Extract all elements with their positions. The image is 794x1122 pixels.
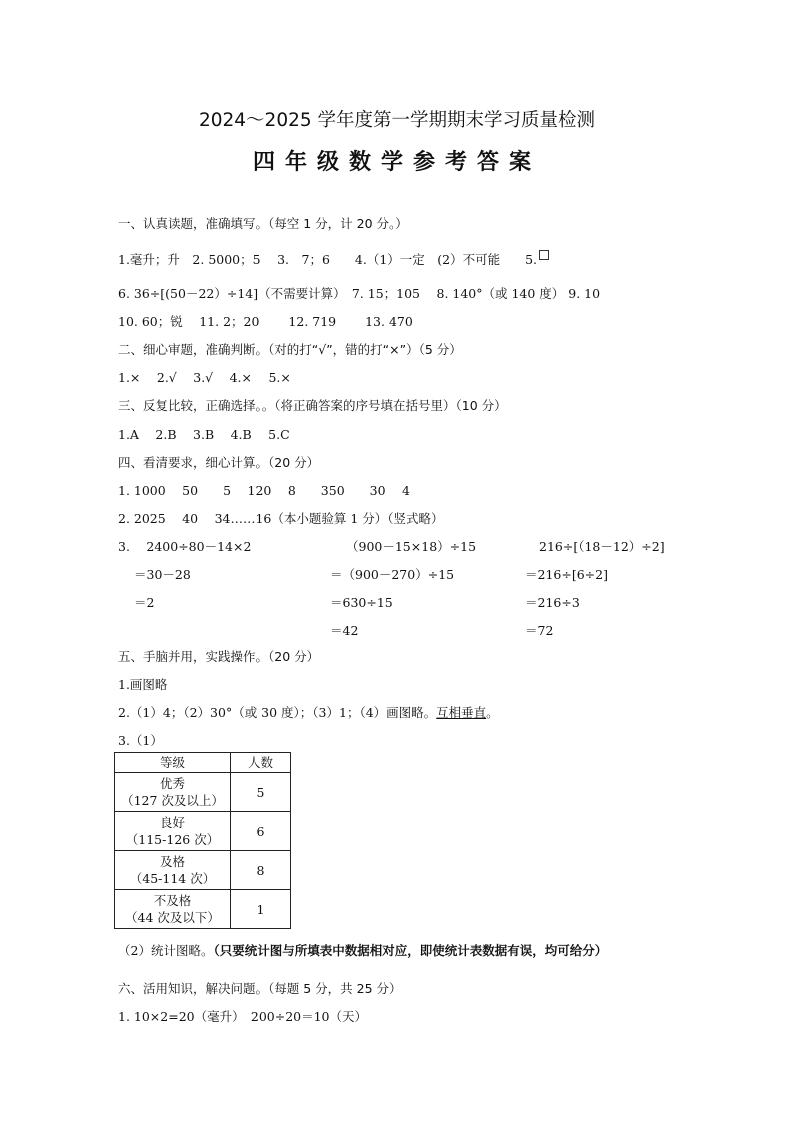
document-subtitle: 四年级数学参考答案 [252, 149, 541, 175]
table-cell-count: 1 [231, 890, 291, 929]
section-5-line-2 [118, 703, 499, 721]
table-cell-count: 6 [231, 812, 291, 851]
table-cell-count: 8 [231, 851, 291, 890]
table-row [115, 812, 291, 851]
section-2-answers: 1.× 2.√ 3.√ 4.× 5.× [118, 370, 291, 385]
section-6-line-1: 1. 10×2=20（毫升） 200÷20＝10（天） [118, 1009, 368, 1024]
table-row [115, 851, 291, 890]
section-2-header: 二、细心审题，准确判断。（对的打“√”，错的打“×”）（5 分） [118, 342, 462, 357]
section-3-header: 三、反复比较，正确选择。。（将正确答案的序号填在括号里）（10 分） [118, 398, 507, 413]
table-header-row [115, 753, 291, 773]
grade-name: 优秀 [159, 776, 185, 791]
section-5-note-bold: （只要统计图与所填表中数据相对应，即使统计表数据有误，均可给分） [213, 943, 608, 958]
calc-3-line-3: ＝216÷3 [525, 595, 580, 610]
section-1-line-2: 6. 36÷[(50－22）÷14]（不需要计算） 7. 15；105 8. 140°（或 140 度） 9. 10 [118, 286, 601, 301]
grade-range: （45-114 次） [129, 871, 216, 886]
table-cell-grade [115, 890, 231, 929]
section-5-line-3: 3.（1） [118, 733, 163, 748]
table-cell-grade [115, 851, 231, 890]
table-cell-grade [115, 812, 231, 851]
grade-name: 及格 [159, 854, 185, 869]
grade-name: 良好 [159, 815, 185, 830]
section-5-line-2-text: 2.（1）4；（2）30°（或 30 度）；（3）1；（4）画图略。 [118, 705, 437, 720]
calc-3-line-4: ＝72 [525, 623, 554, 638]
section-5-line-1: 1.画图略 [118, 677, 168, 692]
calc-1-line-3: ＝2 [134, 595, 155, 610]
section-5-note [118, 941, 607, 959]
table-row [115, 890, 291, 929]
section-1-header: 一、认真读题，准确填写。（每空 1 分，计 20 分。） [118, 216, 408, 231]
section-3-answers: 1.A 2.B 3.B 4.B 5.C [118, 427, 290, 442]
perpendicular-answer: 互相垂直 [436, 705, 487, 720]
grade-range: （44 次及以下） [125, 910, 220, 925]
calc-2-line-3: ＝630÷15 [330, 595, 393, 610]
calc-3-line-1: 216÷[（18－12）÷2] [539, 539, 665, 554]
section-5-line-2-end: 。 [486, 705, 499, 720]
calc-2-line-2: ＝（900－270）÷15 [330, 567, 455, 582]
section-4-line-2: 2. 2025 40 34……16（本小题验算 1 分）（竖式略） [118, 511, 444, 526]
calc-2-line-4: ＝42 [330, 623, 359, 638]
table-row [115, 773, 291, 812]
table-header-grade: 等级 [115, 753, 231, 773]
grade-name: 不及格 [153, 893, 192, 908]
section-1-line-1 [118, 250, 549, 268]
document-title: 2024～2025 学年度第一学期期末学习质量检测 [198, 110, 596, 131]
grade-table [114, 752, 291, 929]
table-cell-grade [115, 773, 231, 812]
calc-1-line-1: 3. 2400÷80－14×2 [118, 539, 252, 554]
section-4-line-1: 1. 1000 50 5 120 8 350 30 4 [118, 483, 410, 498]
section-4-header: 四、看清要求，细心计算。（20 分） [118, 455, 320, 470]
square-icon [539, 250, 549, 260]
calc-1-line-2: ＝30－28 [134, 567, 191, 582]
section-6-header: 六、活用知识，解决问题。（每题 5 分，共 25 分） [118, 981, 402, 996]
section-1-line-1-text: 1.毫升；升 2. 5000；5 3. 7；6 4.（1）一定 (2）不可能 5. [118, 252, 538, 267]
grade-range: （115-126 次） [125, 832, 220, 847]
table-header-count: 人数 [231, 753, 291, 773]
table-cell-count: 5 [231, 773, 291, 812]
section-5-header: 五、手脑并用，实践操作。（20 分） [118, 649, 320, 664]
calc-2-line-1: （900－15×18）÷15 [346, 539, 477, 554]
grade-range: （127 次及以上） [121, 793, 224, 808]
section-1-line-3: 10. 60；锐 11. 2；20 12. 719 13. 470 [118, 314, 413, 329]
calc-3-line-2: ＝216÷[6÷2] [525, 567, 608, 582]
section-5-note-text: （2）统计图略。 [118, 943, 214, 958]
